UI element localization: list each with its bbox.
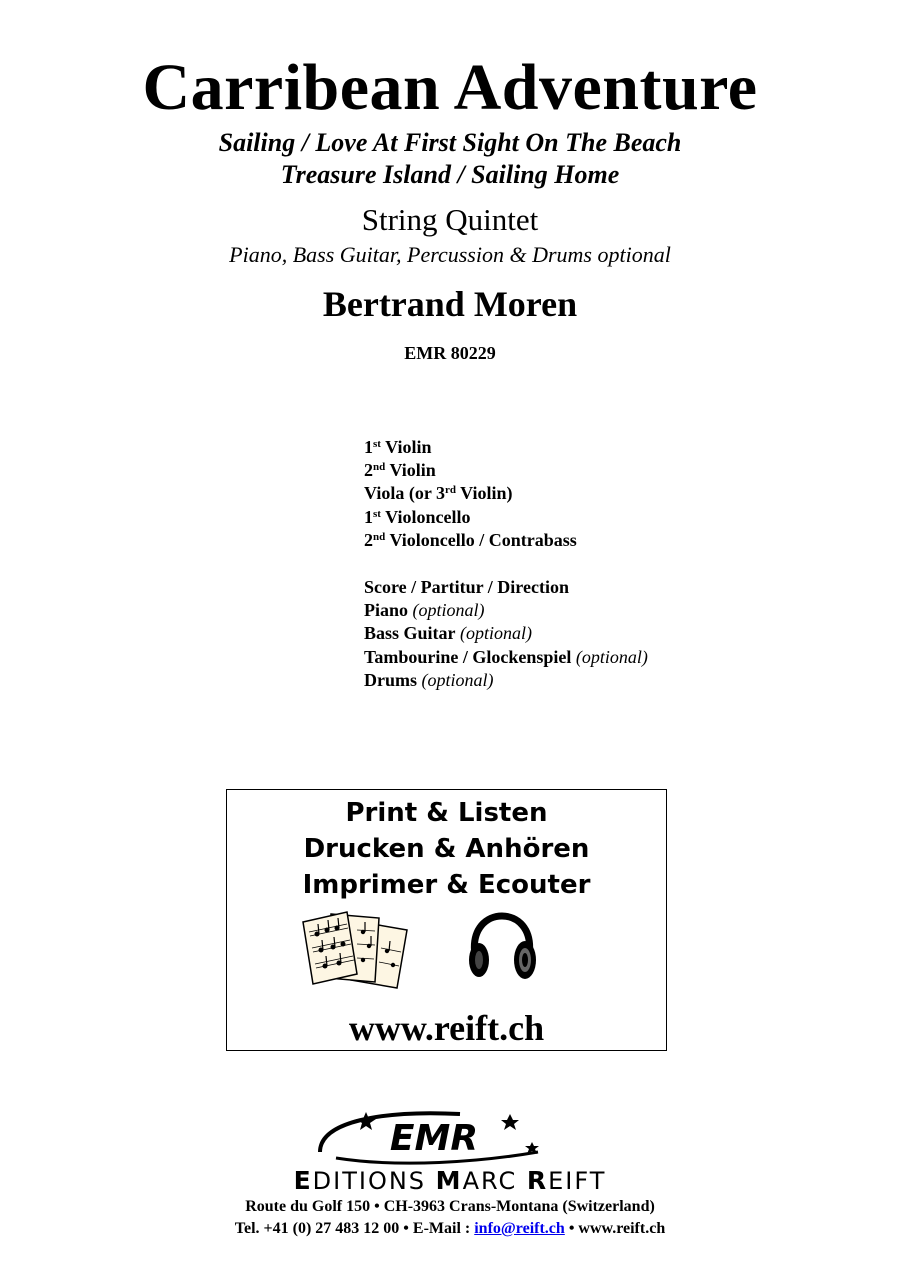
string-parts-list [364, 436, 764, 552]
part-item: Bass Guitar (optional) [364, 623, 533, 644]
optional-instruments: Piano, Bass Guitar, Percussion & Drums optional [229, 242, 671, 267]
reift-website-url[interactable]: www.reift.ch [348, 1008, 545, 1048]
title: Carribean Adventure [142, 51, 758, 124]
part-item: 2nd Violoncello / Contrabass [364, 529, 577, 550]
subtitle-line-2: Treasure Island / Sailing Home [280, 160, 620, 189]
publisher-address: Route du Golf 150 • CH-3963 Crans-Montana (Switzerland) [245, 1198, 655, 1215]
publisher-name: EDITIONS MARC REIFT [293, 1166, 607, 1195]
print-listen-en: Print & Listen [345, 798, 548, 828]
part-item: Piano (optional) [364, 600, 485, 621]
part-item: 1st Violin [364, 437, 432, 457]
emr-logo [310, 1108, 550, 1166]
part-item: Score / Partitur / Direction [364, 577, 569, 597]
ensemble: String Quintet [361, 202, 539, 237]
part-item: Tambourine / Glockenspiel (optional) [364, 646, 648, 667]
emr-logo-text: EMR [389, 1118, 479, 1159]
part-item: Viola (or 3rd Violin) [364, 483, 513, 504]
headphones-icon [465, 912, 539, 984]
part-item: 2nd Violin [364, 460, 436, 481]
part-item: 1st Violoncello [364, 506, 471, 527]
subtitle-line-1: Sailing / Love At First Sight On The Beach [218, 128, 682, 157]
sheet-music-icon [301, 908, 413, 990]
other-parts-list [364, 576, 764, 692]
publisher-contact: Tel. +41 (0) 27 483 12 00 • E-Mail : info@reift.ch • www.reift.ch [234, 1220, 666, 1237]
print-listen-box [226, 789, 667, 1051]
print-listen-fr: Imprimer & Ecouter [302, 870, 591, 900]
print-listen-de: Drucken & Anhören [303, 834, 590, 864]
catalog-number: EMR 80229 [404, 343, 496, 363]
part-item: Drums (optional) [364, 669, 494, 690]
email-link[interactable]: info@reift.ch [474, 1220, 565, 1237]
composer: Bertrand Moren [322, 284, 578, 324]
